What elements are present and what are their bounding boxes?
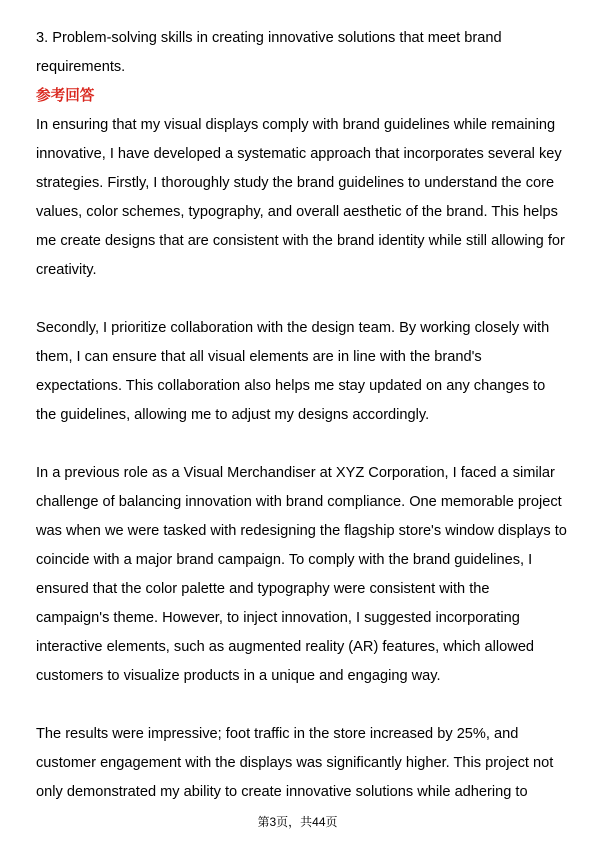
paragraph-line: values, color schemes, typography, and overall aesthetic of the brand. This helps	[36, 204, 558, 220]
paragraph-line: campaign's theme. However, to inject innovation, I suggested incorporating	[36, 610, 520, 626]
paragraph-line: In ensuring that my visual displays comply with brand guidelines while remaining	[36, 117, 556, 133]
paragraph-line: me create designs that are consistent with the brand identity while still allowing for	[36, 233, 565, 249]
paragraph-line: interactive elements, such as augmented reality (AR) features, which allowed	[36, 639, 535, 655]
paragraph-line: expectations. This collaboration also helps me stay updated on any changes to	[36, 378, 546, 394]
paragraph-line: only demonstrated my ability to create innovative solutions while adhering to	[36, 784, 528, 800]
paragraph-line: challenge of balancing innovation with brand compliance. One memorable project	[36, 494, 562, 510]
paragraph-line: In a previous role as a Visual Merchandiser at XYZ Corporation, I faced a similar	[36, 465, 555, 481]
paragraph-line: customer engagement with the displays was significantly higher. This project not	[36, 755, 554, 771]
answer-paragraph-2	[36, 314, 560, 430]
question-line: requirements.	[36, 59, 126, 75]
paragraph-line: coincide with a major brand campaign. To comply with the brand guidelines, I	[36, 552, 533, 568]
paragraph-line: ensured that the color palette and typography were consistent with the	[36, 581, 490, 597]
paragraph-line: creativity.	[36, 262, 97, 278]
page-footer: 第3页，共44页	[257, 815, 338, 829]
paragraph-line: Secondly, I prioritize collaboration with the design team. By working closely with	[36, 320, 550, 336]
question-line: 3. Problem-solving skills in creating innovative solutions that meet brand	[36, 30, 502, 46]
answer-heading: 参考回答	[36, 88, 95, 104]
paragraph-line: them, I can ensure that all visual elements are in line with the brand's	[36, 349, 482, 365]
paragraph-line: The results were impressive; foot traffic in the store increased by 25%, and	[36, 726, 519, 742]
paragraph-line: strategies. Firstly, I thoroughly study the brand guidelines to understand the core	[36, 175, 555, 191]
answer-paragraph-3	[36, 459, 567, 691]
question-block	[36, 24, 560, 82]
paragraph-line: was when we were tasked with redesigning the flagship store's window displays to	[36, 523, 567, 539]
document-page	[36, 24, 567, 807]
answer-paragraph-4	[36, 720, 560, 807]
paragraph-line: customers to visualize products in a unique and engaging way.	[36, 668, 441, 684]
answer-paragraph-1	[36, 111, 565, 285]
paragraph-line: the guidelines, allowing me to adjust my designs accordingly.	[36, 407, 430, 423]
paragraph-line: innovative, I have developed a systematic approach that incorporates several key	[36, 146, 562, 162]
